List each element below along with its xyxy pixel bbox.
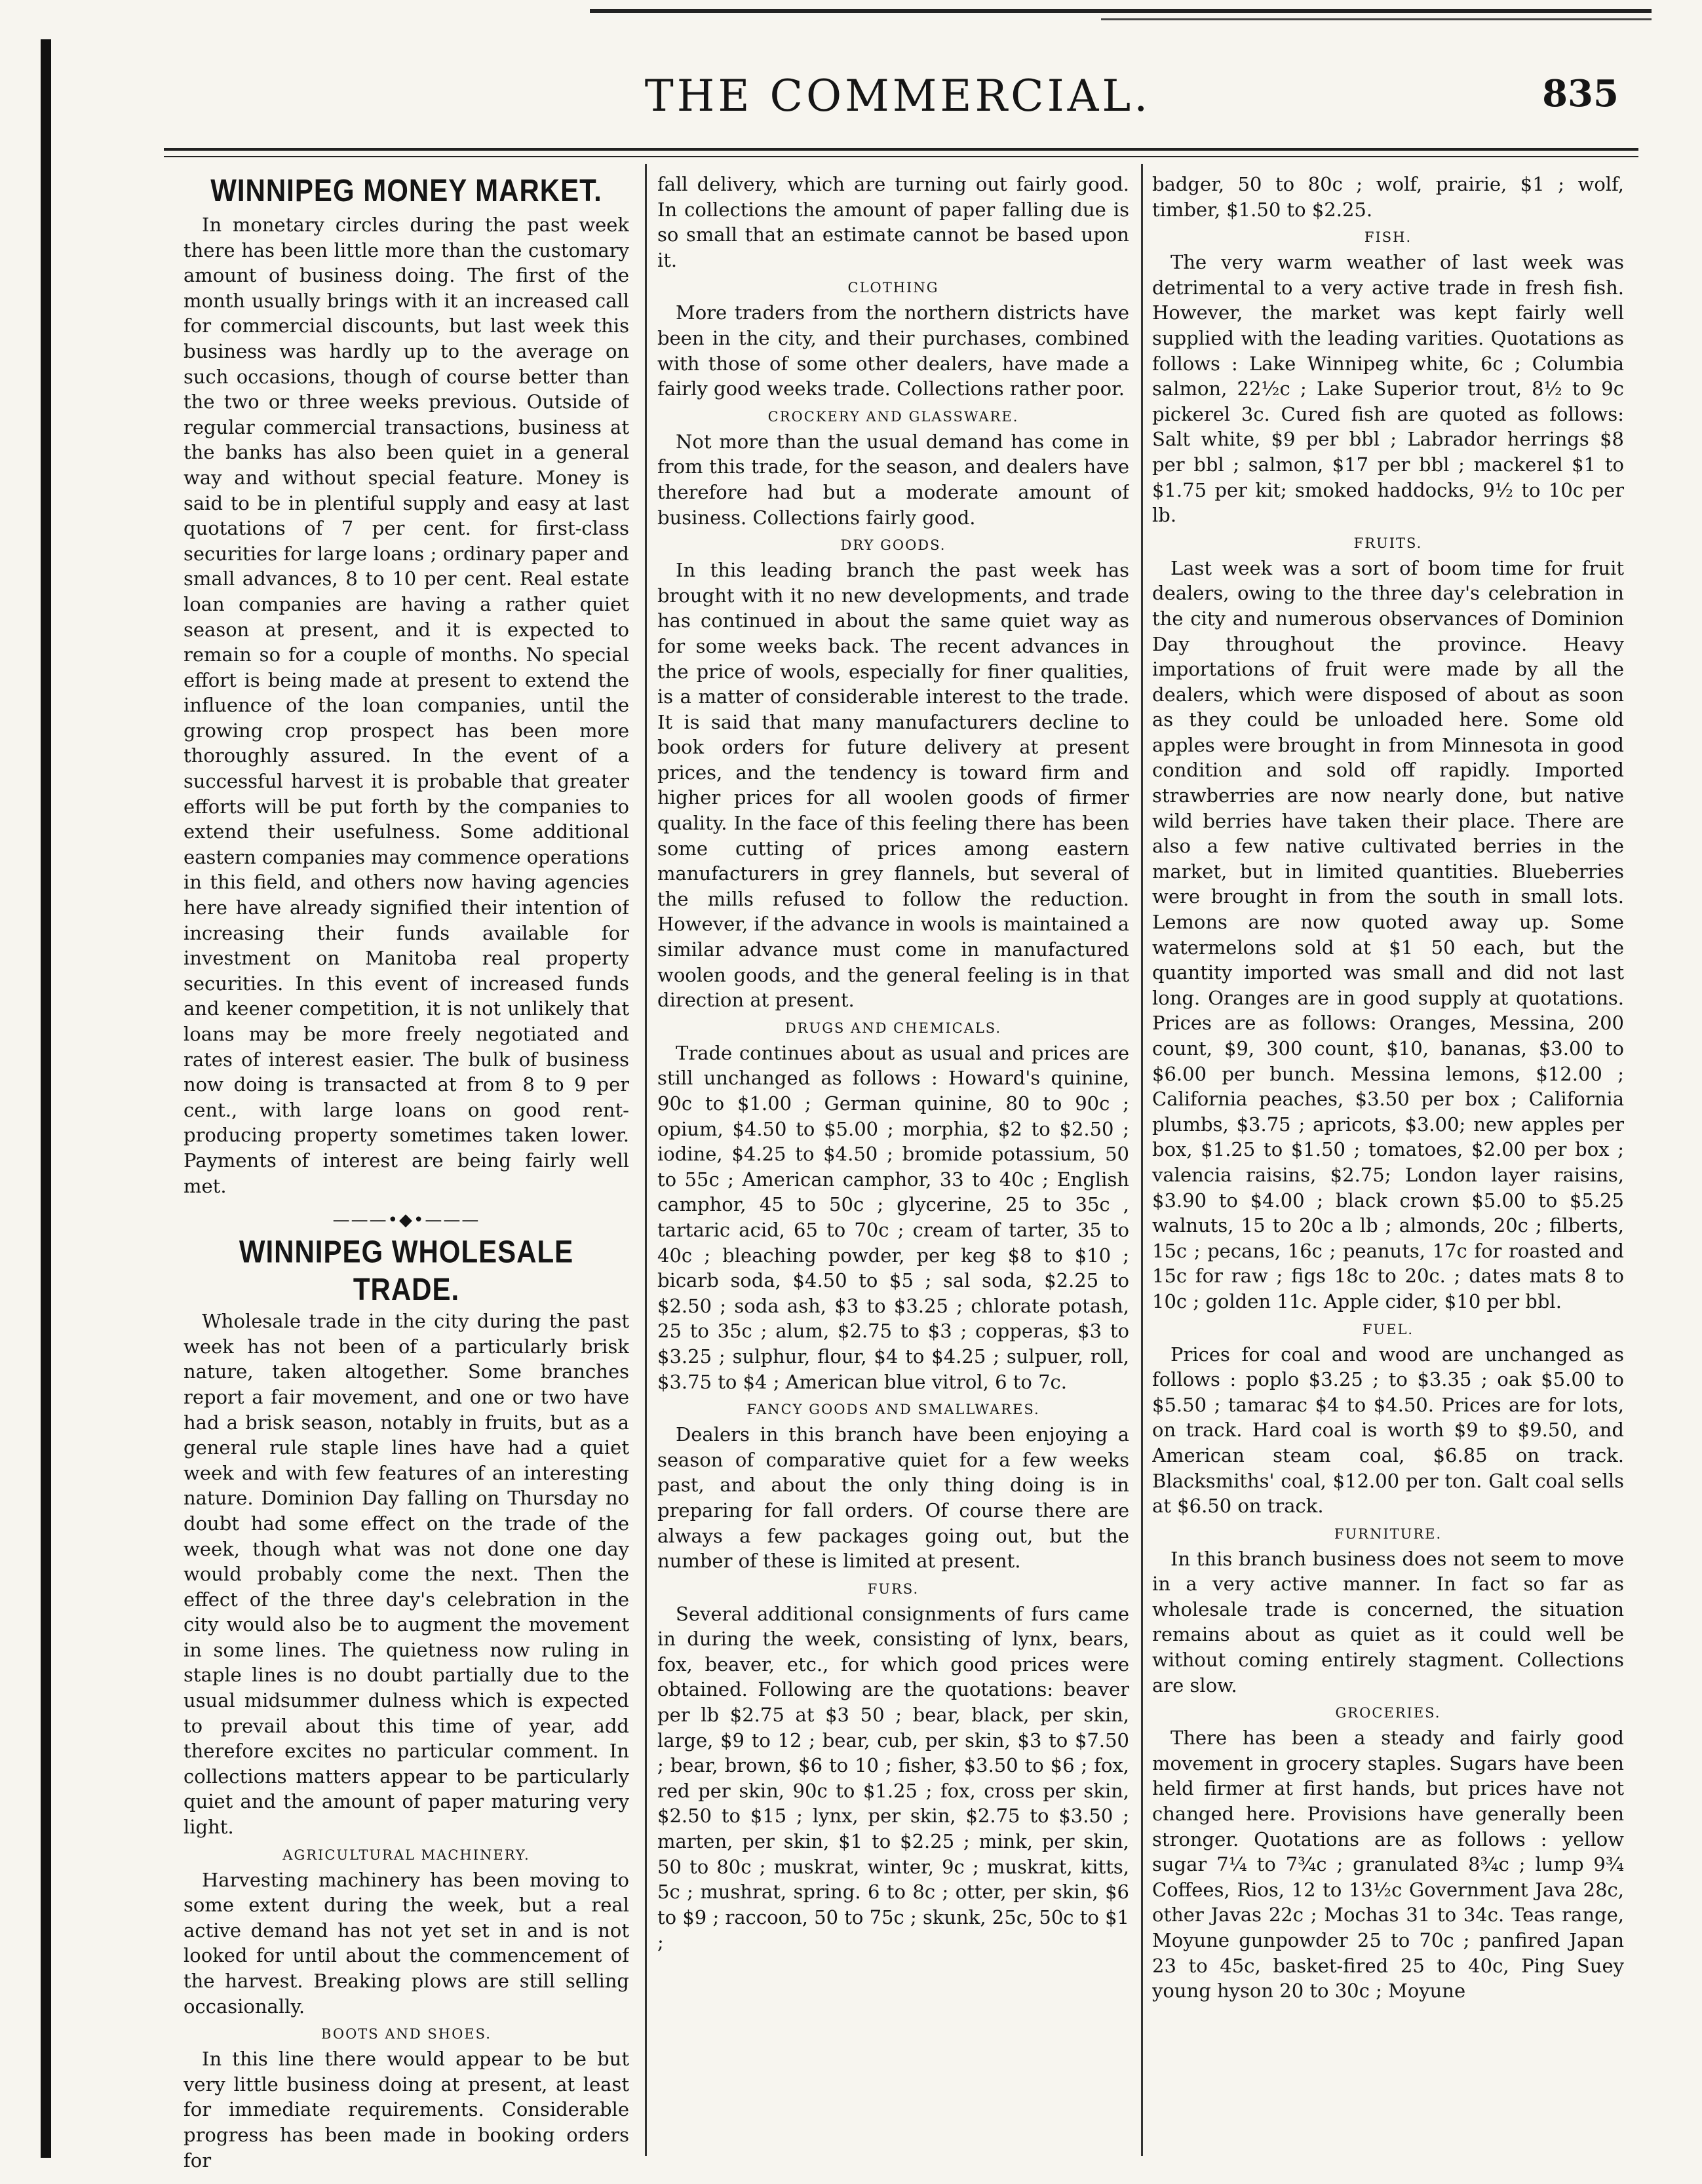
fish-text: The very warm weather of last week was detrimental to a very active trade in fresh fish. However, the market was kept fairly well supplied with the leading varities. Quotations as follows : Lake Winnipeg white, 6c ; Columbia salmon, 22½c ; Lake Superior trout, 8½ to 9c pickerel 3c. Cured fish are quoted as follows: Salt white, $9 per bbl ; Labrador herrings $8 per bbl ; salmon, $17 per bbl ; mackerel $1 to $1.75 per kit; smoked haddocks, 9½ to 10c per lb. [1152, 251, 1624, 527]
drugs-subhead: DRUGS AND CHEMICALS. [784, 1020, 1002, 1036]
agricultural-machinery-text: Harvesting machinery has been moving to some extent during the week, but a real active demand has not yet set in and is not looked for until about the commencement of the harvest. Breaking plows are still selling occasionally. [184, 1868, 629, 2018]
wholesale-trade-headline: WINNIPEG WHOLESALE TRADE. [239, 1233, 574, 1307]
boots-shoes-continued: fall delivery, which are turning out fairly good. In collections the amount of paper falling due is so small that an estimate cannot be based upon it. [657, 173, 1129, 271]
column-divider-2 [1141, 164, 1143, 2156]
furs-continued: badger, 50 to 80c ; wolf, prairie, $1 ; wolf, timber, $1.50 to $2.25. [1152, 173, 1624, 221]
section-ornament-divider: ———•◆•——— [332, 1210, 480, 1231]
dry-goods-text: In this leading branch the past week has brought with it no new developments, and trade has continued in about the same quiet way as for some weeks back. The recent advances in the price of wools, especially for finer qualities, is a matter of considerable interest to the trade. It is said that many manufacturers decline to book orders for future delivery at present prices, and the tendency is toward firm and higher prices for all woolen goods of firmer quality. In the face of this feeling there has been some cutting of prices among eastern manufacturers in grey flannels, but several of the mills refused to follow the reduction. However, if the advance in wools is maintained a similar advance must come in manufactured woolen goods, and the general feeling is in that direction at present. [657, 559, 1129, 1012]
boots-shoes-text: In this line there would appear to be but very little business doing at present, at least for immediate requirements. Considerable progress has been made in booking orders for [184, 2048, 629, 2170]
top-border-rule [590, 9, 1652, 13]
groceries-text: There has been a steady and fairly good movement in grocery staples. Sugars have been held firmer at first hands, but prices have not changed here. Provisions have generally been stronger. Quotations are as follows : yellow sugar 7¼ to 7¾c ; granulated 8¾c ; lump 9¾ Coffees, Rios, 12 to 13½c Government Java 28c, other Javas 22c ; Mochas 31 to 34c. Teas range, Moyune gunpowder 25 to 70c ; panfired Japan 23 to 45c, basket-fired 25 to 40c, Ping Suey young hyson 20 to 30c ; Moyune [1152, 1727, 1624, 2002]
groceries-subhead: GROCERIES. [1335, 1705, 1441, 1721]
top-border-rule-thin [1101, 18, 1652, 20]
crockery-text: Not more than the usual demand has come in from this trade, for the season, and dealers have therefore had but a moderate amount of business. Collections fairly good. [657, 430, 1129, 529]
wholesale-trade-intro: Wholesale trade in the city during the past week has not been of a particularly brisk nature, taken altogether. Some branches report a fair movement, and one or two have had a brisk season, notably in fruits, but as a general rule staple lines have had a quiet week and with few features of an interesting nature. Dominion Day falling on Thursday no doubt had some effect on the trade of the week, though what was not done one day would probably come the next. Then the effect of the three day's celebration in the city would also be to augment the movement in some lines. The quietness now ruling in staple lines is no doubt partially due to the usual midsummer dulness which is expected to prevail about this time of year, add therefore excites no particular comment. In collections matters appear to be particularly quiet and the amount of paper maturing very light. [184, 1310, 629, 1839]
drugs-text: Trade continues about as usual and prices are still unchanged as follows : Howard's quinine, 90c to $1.00 ; German quinine, 80 to 90c ; opium, $4.50 to $5.00 ; morphia, $2 to $2.50 ; iodine, $4.25 to $4.50 ; bromide potassium, 50 to 55c ; American camphor, 33 to 40c ; English camphor, 45 to 50c ; glycerine, 25 to 35c , tartaric acid, 65 to 70c ; cream of tarter, 35 to 40c ; bleaching powder, per keg $8 to $10 ; bicarb soda, $4.50 to $5 ; sal soda, $2.25 to $2.50 ; soda ash, $3 to $3.25 ; chlorate potash, 25 to 35c ; alum, $2.75 to $3 ; copperas, $3 to $3.25 ; sulphur, flour, $4 to $4.25 ; sulpuer, roll, $3.75 to $4 ; American blue vitrol, 6 to 7c. [657, 1041, 1129, 1393]
fancy-goods-text: Dealers in this branch have been enjoying a season of comparative quiet for a few weeks past, and about the only thing doing is in preparing for fall orders. Of course there are always a few packages going out, but the number of these is limited at present. [657, 1423, 1129, 1573]
crockery-subhead: CROCKERY AND GLASSWARE. [767, 408, 1019, 425]
fruits-subhead: FRUITS. [1353, 535, 1423, 551]
dry-goods-subhead: DRY GOODS. [840, 537, 946, 554]
money-market-headline: WINNIPEG MONEY MARKET. [210, 172, 602, 208]
fuel-subhead: FUEL. [1362, 1321, 1414, 1337]
header-rule-thin [164, 156, 1638, 157]
fish-subhead: FISH. [1364, 229, 1412, 246]
furs-subhead: FURS. [867, 1581, 919, 1597]
page-number: 835 [1542, 72, 1619, 115]
column-3 [1152, 172, 1624, 2170]
column-divider-1 [645, 164, 647, 2156]
clothing-subhead: CLOTHING [847, 280, 939, 296]
fruits-text: Last week was a sort of boom time for fruit dealers, owing to the three day's celebration in the city and numerous observances of Dominion Day throughout the province. Heavy importations of fruit were made by all the dealers, which were disposed of about as soon as they could be unloaded here. Some old apples were brought in from Minnesota in good condition and sold off rapidly. Imported strawberries are now nearly done, but native wild berries have taken their place. There are also a few native cultivated berries in the market, but in limited quantities. Blueberries were brought in from the south in small lots. Lemons are now quoted away up. Some watermelons sold at $1 50 each, but the quantity imported was small and did not last long. Oranges are in good supply at quotations. Prices are as follows: Oranges, Messina, 200 count, $9, 300 count, $10, bananas, $3.00 to $6.00 per bunch. Messina lemons, $12.00 ; California peaches, $3.50 per box ; California plumbs, $3.75 ; apricots, $3.00; new apples per box, $1.25 to $1.50 ; tomatoes, $2.00 per box ; valencia raisins, $2.75; London layer raisins, $3.90 to $4.00 ; black crown $5.00 to $5.25 walnuts, 15 to 20c a lb ; almonds, 20c ; filberts, 15c ; pecans, 16c ; peanuts, 17c for roasted and 15c for raw ; figs 18c to 20c. ; dates mats 8 to 10c ; golden 11c. Apple cider, $10 per bbl. [1152, 556, 1624, 1312]
page-header [164, 71, 1632, 149]
furniture-text: In this branch business does not seem to move in a very active manner. In fact so far as wholesale trade is concerned, the situation remains about as quiet as it could well be without coming entirely stagment. Collections are slow. [1152, 1547, 1624, 1696]
agricultural-machinery-subhead: AGRICULTURAL MACHINERY. [282, 1847, 530, 1863]
furniture-subhead: FURNITURE. [1334, 1525, 1442, 1542]
clothing-text: More traders from the northern districts have been in the city, and their purchases, combined with those of some other dealers, have made a fairly good weeks trade. Collections rather poor. [657, 301, 1129, 400]
header-rule-thick [164, 148, 1638, 151]
page-edge-shadow [41, 39, 51, 2158]
money-market-article: In monetary circles during the past week there has been little more than the customary amount of business doing. The first of the month usually brings with it an increased call for commercial discounts, but last week this business was hardly up to the average on such occasions, though of course better than the two or three weeks previous. Outside of regular commercial transactions, business at the banks has also been quiet in a general way and without special feature. Money is said to be in plentiful supply and easy at last quotations of 7 per cent. for first-class securities for large loans ; ordinary paper and small advances, 8 to 10 per cent. Real estate loan companies are having a rather quiet season at present, and it is expected to remain so for a couple of months. No special effort is being made at present to extend the influence of the loan companies, until the growing crop prospect has been more thoroughly assured. In the event of a successful harvest it is probable that greater efforts will be put forth by the companies to extend their usefulness. Some additional eastern companies may commence operations in this field, and others now having agencies here have already signified their intention of increasing their funds available for investment on Manitoba real property securities. In this event of increased funds and keener competition, it is not unlikely that loans may be more freely negotiated and rates of interest easier. The bulk of business now doing is transacted at from 8 to 9 per cent., with large loans on good rent-producing property sometimes taken lower. Payments of interest are being fairly well met. [184, 214, 629, 1197]
column-2 [657, 172, 1129, 2170]
fuel-text: Prices for coal and wood are unchanged as follows : poplo $3.25 ; to $3.35 ; oak $5.00 to $5.50 ; tamarac $4 to $4.50. Prices are for lots, on track. Hard coal is worth $9 to $9.50, and American steam coal, $6.85 on track. Blacksmiths' coal, $12.00 per ton. Galt coal sells at $6.50 on track. [1152, 1343, 1624, 1518]
masthead-title: THE COMMERCIAL. [644, 71, 1151, 121]
furs-text: Several additional consignments of furs came in during the week, consisting of lynx, bears, fox, beaver, etc., for which good prices were obtained. Following are the quotations: beaver per lb $2.75 at $3 50 ; bear, black, per skin, large, $9 to 12 ; bear, cub, per skin, $3 to $7.50 ; bear, brown, $6 to 10 ; fisher, $3.50 to $6 ; fox, red per skin, 90c to $1.25 ; fox, cross per skin, $2.50 to $15 ; lynx, per skin, $2.75 to $3.50 ; marten, per skin, $1 to $2.25 ; mink, per skin, 50 to 80c ; muskrat, winter, 9c ; muskrat, kitts, 5c ; mushrat, spring. 6 to 8c ; otter, per skin, $6 to $9 ; raccoon, 50 to 75c ; skunk, 25c, 50c to $1 ; [657, 1602, 1129, 1954]
column-1 [184, 172, 629, 2170]
boots-shoes-subhead: BOOTS AND SHOES. [321, 2026, 492, 2042]
fancy-goods-subhead: FANCY GOODS AND SMALLWARES. [746, 1402, 1040, 1418]
